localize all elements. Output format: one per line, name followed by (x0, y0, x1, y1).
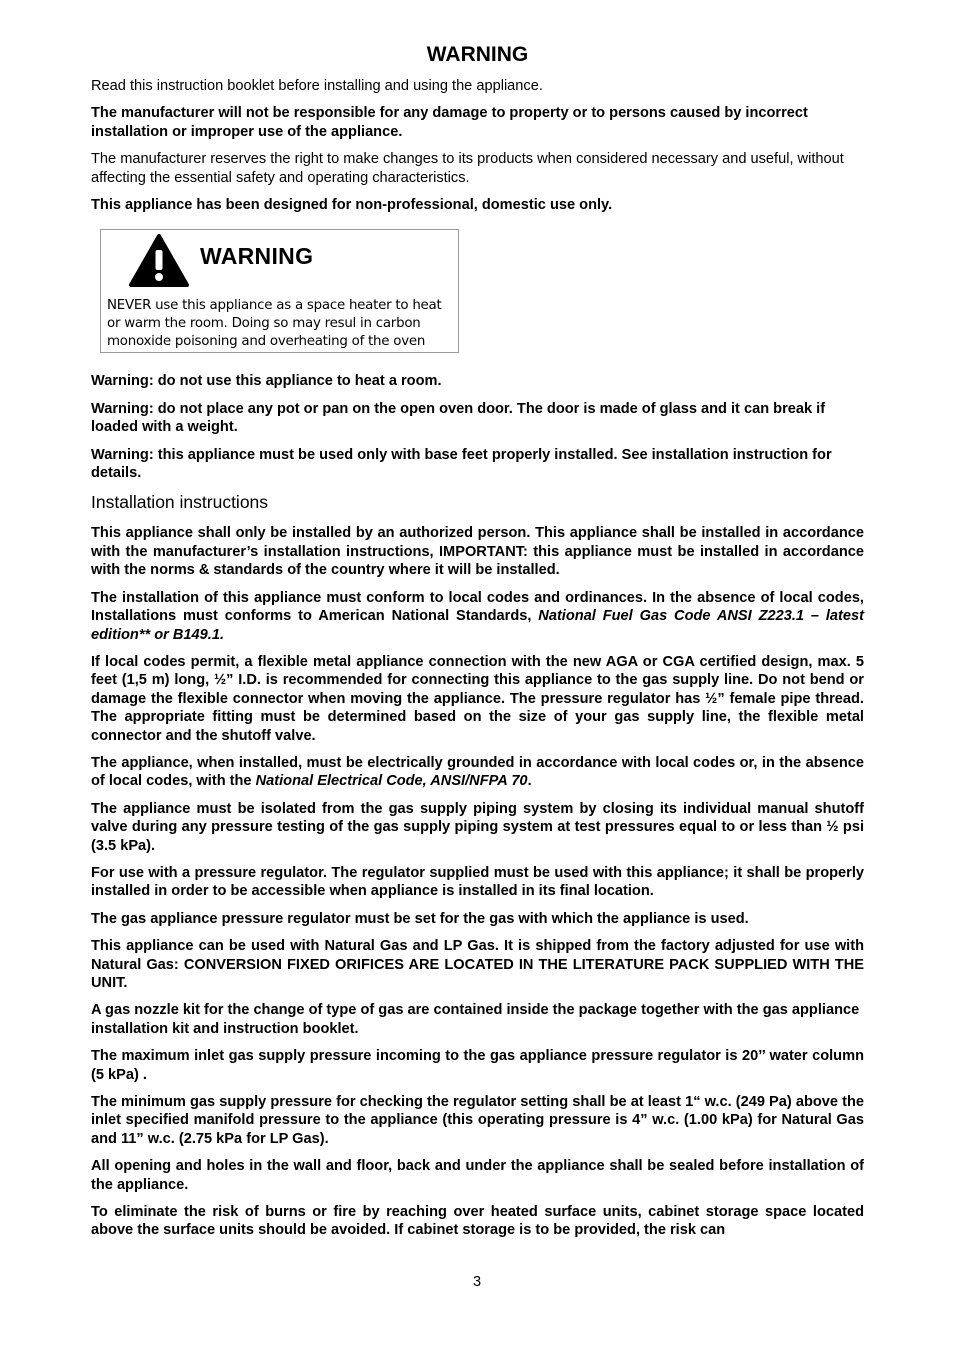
installation-paragraph: The maximum inlet gas supply pressure incoming to the gas appliance pressure regulator is 20’’ water column (5 kPa) . (91, 1048, 864, 1083)
intro-paragraph-3: The manufacturer reserves the right to make changes to its products when considered necessary and useful, without affecting the essential safety and operating characteristics. (91, 151, 844, 186)
installation-paragraph: The gas appliance pressure regulator must be set for the gas with which the appliance is used. (91, 910, 749, 927)
installation-paragraph: A gas nozzle kit for the change of type of gas are contained inside the package together with the gas appliance installation kit and instruction booklet. (91, 1002, 860, 1037)
text-span: The appliance, when installed, must be electrically grounded in accordance with local codes or, in the absence of local codes, with the (91, 754, 864, 790)
page-number: 3 (472, 1274, 482, 1290)
warning-label-title: WARNING (200, 243, 314, 270)
warning-label-line: monoxide poisoning and overheating of the oven (107, 334, 426, 350)
installation-paragraph: This appliance can be used with Natural Gas and LP Gas. It is shipped from the factory adjusted for use with Natural Gas: CONVERSION FIXED ORIFICES ARE LOCATED IN THE LITERATURE PACK SUPPLIED WITH THE UNIT. (91, 938, 864, 991)
warning-label-text (107, 297, 463, 351)
document-page (91, 42, 864, 1249)
installation-paragraph: All opening and holes in the wall and floor, back and under the appliance shall be sealed before installation of the appliance. (91, 1158, 864, 1193)
installation-paragraph: The minimum gas supply pressure for checking the regulator setting shall be at least 1“ w.c. (249 Pa) above the inlet specified manifold pressure to the appliance (this operating pressure is 4” w.c. (1.00 kPa) for Natural Gas and 11” w.c. (2.75 kPa for LP Gas). (91, 1094, 864, 1147)
section-heading-installation: Installation instructions (91, 492, 269, 513)
warning-heat-room: Warning: do not use this appliance to heat a room. (91, 373, 442, 390)
standard-reference: National Fuel Gas Code ANSI Z223.1 – latest edition** or B149.1. (91, 608, 864, 643)
warning-label-box (100, 229, 459, 353)
installation-paragraph: The appliance must be isolated from the gas supply piping system by closing its individual manual shutoff valve during any pressure testing of the gas supply piping system at test pressures equal to or less than ½ psi (3.5 kPa). (91, 800, 864, 854)
installation-paragraph: This appliance shall only be installed by an authorized person. This appliance shall be installed in accordance with the manufacturer’s installation instructions, IMPORTANT: this appliance must be installed in accordance with the norms & standards of the country where it will be installed. (91, 525, 864, 579)
installation-paragraph (91, 589, 864, 644)
warning-oven-door: Warning: do not place any pot or pan on the open oven door. The door is made of glass and it can break if loaded with a weight. (91, 400, 826, 436)
intro-paragraph-1: Read this instruction booklet before installing and using the appliance. (91, 78, 543, 94)
text-span: The installation of this appliance must conform to local codes and ordinances. In the absence of local codes, Installations must conforms to American National Standards, (91, 589, 864, 625)
intro-paragraph-2: The manufacturer will not be responsible for any damage to property or to persons caused by incorrect installation or improper use of the appliance. (91, 105, 808, 140)
intro-paragraph-4: This appliance has been designed for non-professional, domestic use only. (91, 197, 613, 214)
text-span: . (527, 773, 532, 790)
installation-paragraph: To eliminate the risk of burns or fire by reaching over heated surface units, cabinet storage space located above the surface units should be avoided. If cabinet storage is to be provided, the risk can (91, 1204, 864, 1239)
standard-reference: National Electrical Code, ANSI/NFPA 70 (255, 773, 528, 790)
warning-base-feet: Warning: this appliance must be used only with base feet properly installed. See installation instruction for details. (91, 446, 832, 482)
warning-label-line: or warm the room. Doing so may resul in carbon (107, 316, 421, 332)
warning-label-line: NEVER use this appliance as a space heater to heat (107, 298, 442, 314)
installation-paragraph: If local codes permit, a flexible metal appliance connection with the new AGA or CGA certified design, max. 5 feet (1,5 m) long, ½” I.D. is recommended for connecting this appliance to the gas supply line. Do not bend or damage the flexible connector when moving the appliance. The pressure regulator has ½” female pipe thread. The appropriate fitting must be determined based on the size of your gas supply line, the flexible metal connector and the shutoff valve. (91, 653, 864, 744)
installation-paragraph (91, 754, 864, 791)
page-title: WARNING (426, 43, 529, 66)
installation-paragraph: For use with a pressure regulator. The regulator supplied must be used with this appliance; it shall be properly installed in order to be accessible when appliance is installed in its final location. (91, 864, 864, 900)
warning-triangle-icon (128, 234, 190, 288)
